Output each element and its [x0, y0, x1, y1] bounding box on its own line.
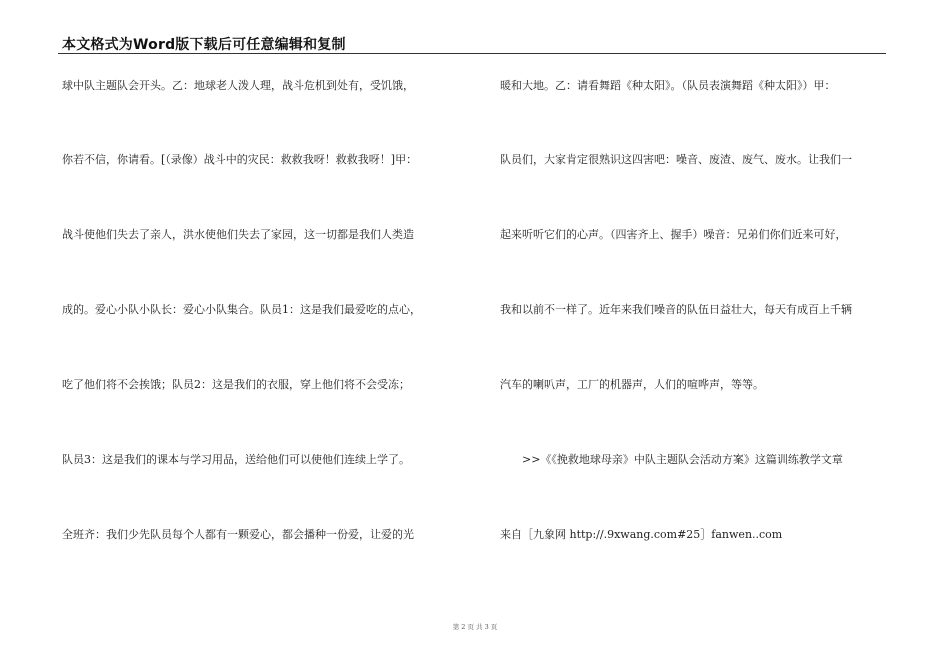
- left-line-2: 你若不信，你请看。[（录像）战斗中的灾民：救救我呀！救救我呀！]甲：: [62, 153, 418, 166]
- left-line-4: 成的。爱心小队小队长：爱心小队集合。队员1：这是我们最爱吃的点心，: [62, 303, 421, 316]
- left-line-7: 全班齐：我们少先队员每个人都有一颗爱心，都会播种一份爱，让爱的光: [62, 528, 414, 541]
- right-line-7: 来自［九象网 http://.9xwang.com#25］fanwen..com: [500, 528, 783, 541]
- header-title: 本文格式为Word版下载后可任意编辑和复制: [62, 37, 346, 53]
- header-divider: [58, 53, 886, 54]
- right-line-2: 队员们，大家肯定很熟识这四害吧：噪音、废渣、废气、废水。让我们一: [500, 153, 852, 166]
- right-line-5: 汽车的喇叭声，工厂的机器声，人们的喧哗声，等等。: [500, 378, 764, 391]
- right-line-4: 我和以前不一样了。近年来我们噪音的队伍日益壮大，每天有成百上千辆: [500, 303, 852, 316]
- page-number: 第 2 页 共 3 页: [452, 623, 498, 631]
- left-line-6: 队员3：这是我们的课本与学习用品，送给他们可以使他们连续上学了。: [62, 453, 410, 466]
- left-line-1: 球中队主题队会开头。乙：地球老人泼人理，战斗危机到处有，受饥饿，: [62, 79, 414, 92]
- right-line-3: 起来听听它们的心声。（四害齐上、握手）噪音：兄弟们你们近来可好，: [500, 228, 847, 241]
- right-line-1: 暖和大地。乙：请看舞蹈《种太阳》。（队员表演舞蹈《种太阳》）甲：: [500, 79, 836, 92]
- right-line-6: >>《《挽救地球母亲》中队主题队会活动方案》这篇训练教学文章: [522, 453, 843, 466]
- left-line-5: 吃了他们将不会挨饿；队员2：这是我们的衣服，穿上他们将不会受冻；: [62, 378, 410, 391]
- left-line-3: 战斗使他们失去了亲人，洪水使他们失去了家园，这一切都是我们人类造: [62, 228, 414, 241]
